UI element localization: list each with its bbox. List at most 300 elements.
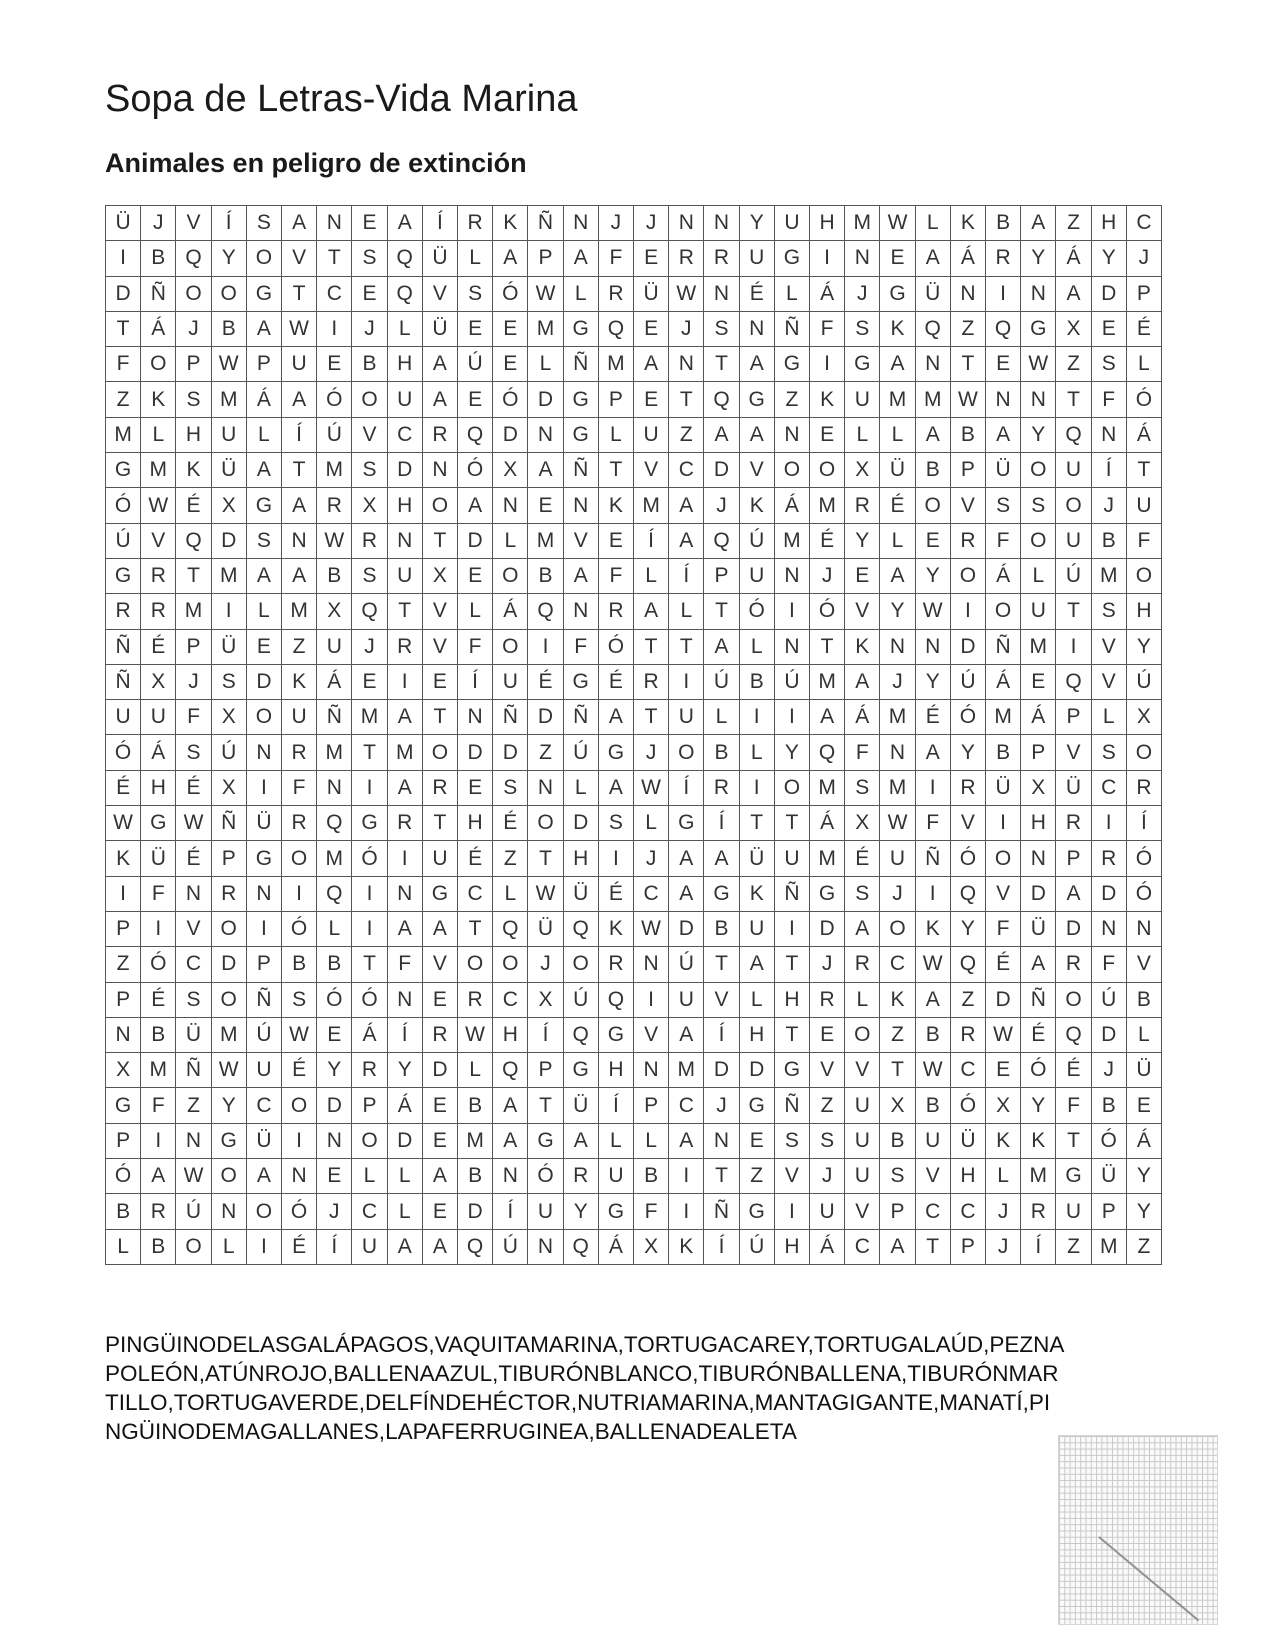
page-title: Sopa de Letras-Vida Marina xyxy=(105,78,578,120)
grid-cell: N xyxy=(106,1018,141,1053)
grid-cell: F xyxy=(141,1088,176,1123)
grid-cell: G xyxy=(740,1088,775,1123)
grid-cell: C xyxy=(352,1194,387,1229)
grid-cell: M xyxy=(1092,1230,1127,1265)
grid-cell: Q xyxy=(458,418,493,453)
grid-cell: E xyxy=(458,382,493,417)
grid-cell: Y xyxy=(740,206,775,241)
grid-cell: I xyxy=(775,912,810,947)
grid-cell: T xyxy=(880,1053,915,1088)
grid-cell: Y xyxy=(775,735,810,770)
grid-cell: O xyxy=(212,912,247,947)
grid-cell: G xyxy=(564,418,599,453)
grid-cell: R xyxy=(951,1018,986,1053)
grid-cell: A xyxy=(704,418,739,453)
grid-cell: G xyxy=(141,806,176,841)
grid-cell: A xyxy=(247,312,282,347)
grid-cell: B xyxy=(141,241,176,276)
grid-cell: S xyxy=(282,983,317,1018)
grid-cell: V xyxy=(634,1018,669,1053)
grid-cell: X xyxy=(106,1053,141,1088)
grid-cell: N xyxy=(564,206,599,241)
grid-cell: Ü xyxy=(986,771,1021,806)
grid-cell: P xyxy=(634,1088,669,1123)
grid-cell: B xyxy=(1127,983,1162,1018)
grid-cell: Y xyxy=(1092,241,1127,276)
grid-cell: P xyxy=(528,241,563,276)
grid-cell: Q xyxy=(1056,1018,1091,1053)
grid-cell: F xyxy=(1092,382,1127,417)
grid-cell: A xyxy=(493,241,528,276)
grid-cell: M xyxy=(317,453,352,488)
grid-cell: J xyxy=(634,841,669,876)
grid-cell: Y xyxy=(951,735,986,770)
grid-cell: P xyxy=(1021,735,1056,770)
grid-cell: G xyxy=(775,241,810,276)
grid-cell: N xyxy=(282,1159,317,1194)
grid-cell: M xyxy=(880,382,915,417)
grid-cell: A xyxy=(740,418,775,453)
grid-cell: M xyxy=(810,841,845,876)
grid-cell: O xyxy=(1127,735,1162,770)
grid-cell: W xyxy=(282,1018,317,1053)
grid-cell: N xyxy=(528,418,563,453)
grid-cell: Q xyxy=(564,1018,599,1053)
grid-cell: G xyxy=(775,1053,810,1088)
grid-cell: V xyxy=(775,1159,810,1194)
grid-cell: X xyxy=(1056,312,1091,347)
grid-cell: U xyxy=(845,1159,880,1194)
grid-cell: M xyxy=(775,524,810,559)
grid-cell: Q xyxy=(704,382,739,417)
grid-cell: J xyxy=(810,1159,845,1194)
grid-cell: R xyxy=(845,488,880,523)
grid-cell: A xyxy=(1021,947,1056,982)
grid-cell: A xyxy=(669,1124,704,1159)
grid-cell: J xyxy=(352,312,387,347)
grid-cell: Ú xyxy=(176,1194,211,1229)
grid-cell: C xyxy=(916,1194,951,1229)
grid-cell: N xyxy=(634,947,669,982)
grid-cell: X xyxy=(212,771,247,806)
grid-cell: O xyxy=(212,277,247,312)
grid-cell: V xyxy=(423,630,458,665)
grid-cell: Z xyxy=(880,1018,915,1053)
grid-cell: Ü xyxy=(880,453,915,488)
grid-cell: Z xyxy=(106,382,141,417)
grid-cell: E xyxy=(352,665,387,700)
grid-cell: L xyxy=(740,630,775,665)
grid-cell: J xyxy=(810,559,845,594)
grid-cell: K xyxy=(1021,1124,1056,1159)
grid-cell: I xyxy=(212,594,247,629)
word-list-line: POLEÓN,ATÚNROJO,BALLENAAZUL,TIBURÓNBLANCO,TIBURÓNBALLENA,TIBURÓNMAR xyxy=(105,1361,1059,1386)
grid-cell: X xyxy=(634,1230,669,1265)
grid-cell: E xyxy=(458,771,493,806)
grid-cell: Ú xyxy=(564,983,599,1018)
grid-cell: Q xyxy=(493,1053,528,1088)
grid-cell: L xyxy=(599,418,634,453)
grid-cell: N xyxy=(880,630,915,665)
grid-cell: E xyxy=(528,488,563,523)
grid-cell: X xyxy=(141,665,176,700)
grid-cell: É xyxy=(599,877,634,912)
grid-cell: T xyxy=(704,1159,739,1194)
grid-cell: D xyxy=(212,524,247,559)
grid-cell: B xyxy=(352,347,387,382)
grid-cell: F xyxy=(282,771,317,806)
grid-cell: K xyxy=(951,206,986,241)
grid-cell: R xyxy=(423,771,458,806)
grid-cell: J xyxy=(880,665,915,700)
word-list xyxy=(105,1330,1195,1446)
grid-cell: O xyxy=(880,912,915,947)
grid-cell: G xyxy=(106,453,141,488)
grid-cell: M xyxy=(141,1053,176,1088)
grid-cell: A xyxy=(740,947,775,982)
grid-cell: N xyxy=(669,206,704,241)
grid-cell: Ü xyxy=(634,277,669,312)
grid-cell: I xyxy=(282,877,317,912)
grid-cell: Á xyxy=(775,488,810,523)
grid-cell: A xyxy=(388,700,423,735)
grid-cell: N xyxy=(458,700,493,735)
grid-cell: G xyxy=(212,1124,247,1159)
grid-cell: J xyxy=(1092,1053,1127,1088)
grid-cell: T xyxy=(423,806,458,841)
grid-cell: N xyxy=(1021,382,1056,417)
grid-cell: M xyxy=(669,1053,704,1088)
grid-cell: R xyxy=(986,241,1021,276)
grid-cell: I xyxy=(247,1230,282,1265)
grid-cell: G xyxy=(669,806,704,841)
grid-cell: Í xyxy=(704,1230,739,1265)
grid-cell: I xyxy=(388,665,423,700)
grid-cell: W xyxy=(458,1018,493,1053)
grid-cell: A xyxy=(986,418,1021,453)
grid-cell: Á xyxy=(247,382,282,417)
grid-cell: M xyxy=(1092,559,1127,594)
grid-cell: M xyxy=(810,488,845,523)
grid-cell: E xyxy=(352,206,387,241)
grid-cell: L xyxy=(388,1159,423,1194)
grid-cell: D xyxy=(388,453,423,488)
grid-cell: Í xyxy=(458,665,493,700)
grid-cell: O xyxy=(423,488,458,523)
grid-cell: T xyxy=(528,841,563,876)
grid-cell: O xyxy=(775,771,810,806)
grid-cell: N xyxy=(176,877,211,912)
grid-cell: Í xyxy=(599,1088,634,1123)
grid-cell: F xyxy=(141,877,176,912)
grid-cell: V xyxy=(423,594,458,629)
grid-cell: Ü xyxy=(106,206,141,241)
grid-cell: C xyxy=(493,983,528,1018)
grid-cell: U xyxy=(775,206,810,241)
grid-cell: Q xyxy=(352,594,387,629)
grid-cell: K xyxy=(916,912,951,947)
grid-cell: N xyxy=(528,1230,563,1265)
grid-cell: Ü xyxy=(141,841,176,876)
grid-cell: D xyxy=(740,1053,775,1088)
grid-cell: N xyxy=(423,453,458,488)
grid-cell: P xyxy=(1127,277,1162,312)
grid-cell: T xyxy=(775,1018,810,1053)
grid-cell: K xyxy=(880,983,915,1018)
grid-cell: J xyxy=(704,1088,739,1123)
grid-cell: U xyxy=(388,382,423,417)
grid-cell: Ñ xyxy=(704,1194,739,1229)
grid-cell: S xyxy=(1092,735,1127,770)
grid-cell: N xyxy=(1092,418,1127,453)
grid-cell: Q xyxy=(317,806,352,841)
grid-cell: A xyxy=(423,1230,458,1265)
grid-cell: Ú xyxy=(1127,665,1162,700)
grid-cell: Ü xyxy=(1021,912,1056,947)
grid-cell: I xyxy=(740,771,775,806)
grid-cell: M xyxy=(352,700,387,735)
grid-cell: Á xyxy=(810,806,845,841)
grid-cell: P xyxy=(106,912,141,947)
grid-cell: M xyxy=(212,559,247,594)
grid-cell: W xyxy=(669,277,704,312)
grid-cell: A xyxy=(388,1230,423,1265)
grid-cell: R xyxy=(845,947,880,982)
grid-cell: Q xyxy=(951,947,986,982)
grid-cell: É xyxy=(599,665,634,700)
grid-cell: I xyxy=(740,700,775,735)
grid-cell: D xyxy=(1092,1018,1127,1053)
grid-cell: K xyxy=(986,1124,1021,1159)
grid-cell: I xyxy=(986,277,1021,312)
grid-cell: Z xyxy=(1056,206,1091,241)
grid-cell: N xyxy=(564,488,599,523)
grid-cell: Ü xyxy=(423,241,458,276)
grid-cell: G xyxy=(740,382,775,417)
grid-cell: Á xyxy=(388,1088,423,1123)
grid-cell: S xyxy=(880,1159,915,1194)
grid-cell: É xyxy=(1056,1053,1091,1088)
grid-cell: G xyxy=(599,1194,634,1229)
grid-cell: Ñ xyxy=(528,206,563,241)
grid-cell: Ü xyxy=(564,1088,599,1123)
grid-cell: T xyxy=(810,630,845,665)
grid-cell: A xyxy=(599,771,634,806)
grid-cell: L xyxy=(388,1194,423,1229)
grid-cell: Ó xyxy=(1127,877,1162,912)
grid-cell: E xyxy=(247,630,282,665)
grid-cell: Í xyxy=(212,206,247,241)
grid-cell: Z xyxy=(669,418,704,453)
grid-cell: O xyxy=(986,841,1021,876)
grid-cell: Á xyxy=(810,1230,845,1265)
grid-cell: Ó xyxy=(599,630,634,665)
grid-cell: D xyxy=(1056,912,1091,947)
grid-cell: Í xyxy=(317,1230,352,1265)
grid-cell: R xyxy=(669,241,704,276)
grid-cell: W xyxy=(176,1159,211,1194)
grid-cell: T xyxy=(1127,453,1162,488)
grid-cell: Q xyxy=(176,524,211,559)
grid-cell: Q xyxy=(317,877,352,912)
grid-cell: L xyxy=(740,735,775,770)
grid-cell: N xyxy=(951,277,986,312)
grid-cell: V xyxy=(986,877,1021,912)
grid-cell: X xyxy=(212,488,247,523)
grid-cell: I xyxy=(669,1159,704,1194)
grid-cell: P xyxy=(1092,1194,1127,1229)
grid-cell: H xyxy=(176,418,211,453)
grid-cell: B xyxy=(986,735,1021,770)
grid-cell: T xyxy=(528,1088,563,1123)
grid-cell: C xyxy=(669,453,704,488)
grid-cell: O xyxy=(247,1194,282,1229)
grid-cell: Y xyxy=(951,912,986,947)
grid-cell: K xyxy=(740,877,775,912)
grid-cell: M xyxy=(317,841,352,876)
grid-cell: U xyxy=(845,1124,880,1159)
grid-cell: A xyxy=(564,1124,599,1159)
grid-cell: J xyxy=(704,488,739,523)
grid-cell: V xyxy=(634,453,669,488)
grid-cell: Ó xyxy=(352,983,387,1018)
grid-cell: F xyxy=(916,806,951,841)
grid-cell: Q xyxy=(528,594,563,629)
grid-cell: D xyxy=(212,947,247,982)
grid-cell: E xyxy=(1127,1088,1162,1123)
grid-cell: A xyxy=(704,630,739,665)
grid-cell: F xyxy=(599,241,634,276)
grid-cell: T xyxy=(704,594,739,629)
grid-cell: S xyxy=(1021,488,1056,523)
grid-cell: D xyxy=(388,1124,423,1159)
grid-cell: V xyxy=(1127,947,1162,982)
grid-cell: H xyxy=(1127,594,1162,629)
grid-cell: L xyxy=(775,277,810,312)
grid-cell: B xyxy=(634,1159,669,1194)
grid-cell: L xyxy=(880,524,915,559)
grid-cell: D xyxy=(247,665,282,700)
grid-cell: N xyxy=(282,524,317,559)
grid-cell: L xyxy=(352,1159,387,1194)
grid-cell: A xyxy=(282,382,317,417)
grid-cell: B xyxy=(282,947,317,982)
grid-cell: V xyxy=(282,241,317,276)
grid-cell: Ú xyxy=(951,665,986,700)
grid-cell: P xyxy=(1056,700,1091,735)
grid-cell: Ñ xyxy=(775,1088,810,1123)
grid-cell: Q xyxy=(599,983,634,1018)
grid-cell: P xyxy=(528,1053,563,1088)
grid-cell: I xyxy=(388,841,423,876)
grid-cell: L xyxy=(845,983,880,1018)
grid-cell: W xyxy=(634,771,669,806)
grid-cell: P xyxy=(247,347,282,382)
grid-cell: G xyxy=(247,841,282,876)
grid-cell: Í xyxy=(1021,1230,1056,1265)
grid-cell: Y xyxy=(916,559,951,594)
grid-cell: U xyxy=(669,983,704,1018)
grid-cell: V xyxy=(1092,665,1127,700)
grid-cell: D xyxy=(1092,877,1127,912)
grid-cell: A xyxy=(669,488,704,523)
grid-cell: E xyxy=(423,983,458,1018)
grid-cell: Ü xyxy=(916,277,951,312)
grid-cell: J xyxy=(669,312,704,347)
grid-cell: I xyxy=(282,1124,317,1159)
grid-cell: G xyxy=(810,877,845,912)
grid-cell: L xyxy=(880,418,915,453)
grid-cell: B xyxy=(916,453,951,488)
grid-cell: N xyxy=(775,559,810,594)
grid-cell: G xyxy=(352,806,387,841)
grid-cell: X xyxy=(317,594,352,629)
grid-cell: N xyxy=(317,771,352,806)
grid-cell: U xyxy=(810,1194,845,1229)
grid-cell: Í xyxy=(388,1018,423,1053)
grid-cell: L xyxy=(247,594,282,629)
grid-cell: P xyxy=(176,347,211,382)
grid-cell: W xyxy=(1021,347,1056,382)
grid-cell: Y xyxy=(1127,1194,1162,1229)
grid-cell: U xyxy=(1056,524,1091,559)
grid-cell: X xyxy=(212,700,247,735)
grid-cell: A xyxy=(282,488,317,523)
grid-cell: R xyxy=(106,594,141,629)
grid-cell: E xyxy=(740,1124,775,1159)
grid-cell: L xyxy=(1021,559,1056,594)
grid-cell: U xyxy=(388,559,423,594)
grid-cell: Ñ xyxy=(176,1053,211,1088)
grid-cell: Í xyxy=(528,1018,563,1053)
grid-cell: Ó xyxy=(458,453,493,488)
grid-cell: H xyxy=(388,488,423,523)
grid-cell: I xyxy=(141,912,176,947)
grid-cell: D xyxy=(423,1053,458,1088)
grid-cell: Í xyxy=(1092,453,1127,488)
grid-cell: U xyxy=(212,418,247,453)
grid-cell: Á xyxy=(951,241,986,276)
grid-cell: C xyxy=(317,277,352,312)
grid-cell: Ñ xyxy=(212,806,247,841)
grid-cell: E xyxy=(810,418,845,453)
grid-cell: A xyxy=(282,559,317,594)
grid-cell: R xyxy=(282,806,317,841)
grid-cell: N xyxy=(317,1124,352,1159)
grid-cell: Á xyxy=(141,735,176,770)
grid-cell: I xyxy=(669,665,704,700)
grid-cell: G xyxy=(106,559,141,594)
grid-cell: É xyxy=(176,488,211,523)
grid-cell: W xyxy=(634,912,669,947)
grid-cell: U xyxy=(493,665,528,700)
grid-cell: B xyxy=(880,1124,915,1159)
grid-cell: C xyxy=(951,1194,986,1229)
grid-cell: R xyxy=(634,665,669,700)
grid-cell: V xyxy=(810,1053,845,1088)
grid-cell: N xyxy=(247,735,282,770)
grid-cell: O xyxy=(247,700,282,735)
grid-cell: T xyxy=(634,700,669,735)
grid-cell: T xyxy=(282,277,317,312)
grid-cell: F xyxy=(1056,1088,1091,1123)
grid-cell: Á xyxy=(986,559,1021,594)
word-list-line: NGÜINODEMAGALLANES,LAPAFERRUGINEA,BALLENADEALETA xyxy=(105,1419,797,1444)
grid-cell: N xyxy=(247,877,282,912)
grid-cell: Ñ xyxy=(564,700,599,735)
grid-cell: T xyxy=(704,347,739,382)
grid-cell: U xyxy=(282,700,317,735)
